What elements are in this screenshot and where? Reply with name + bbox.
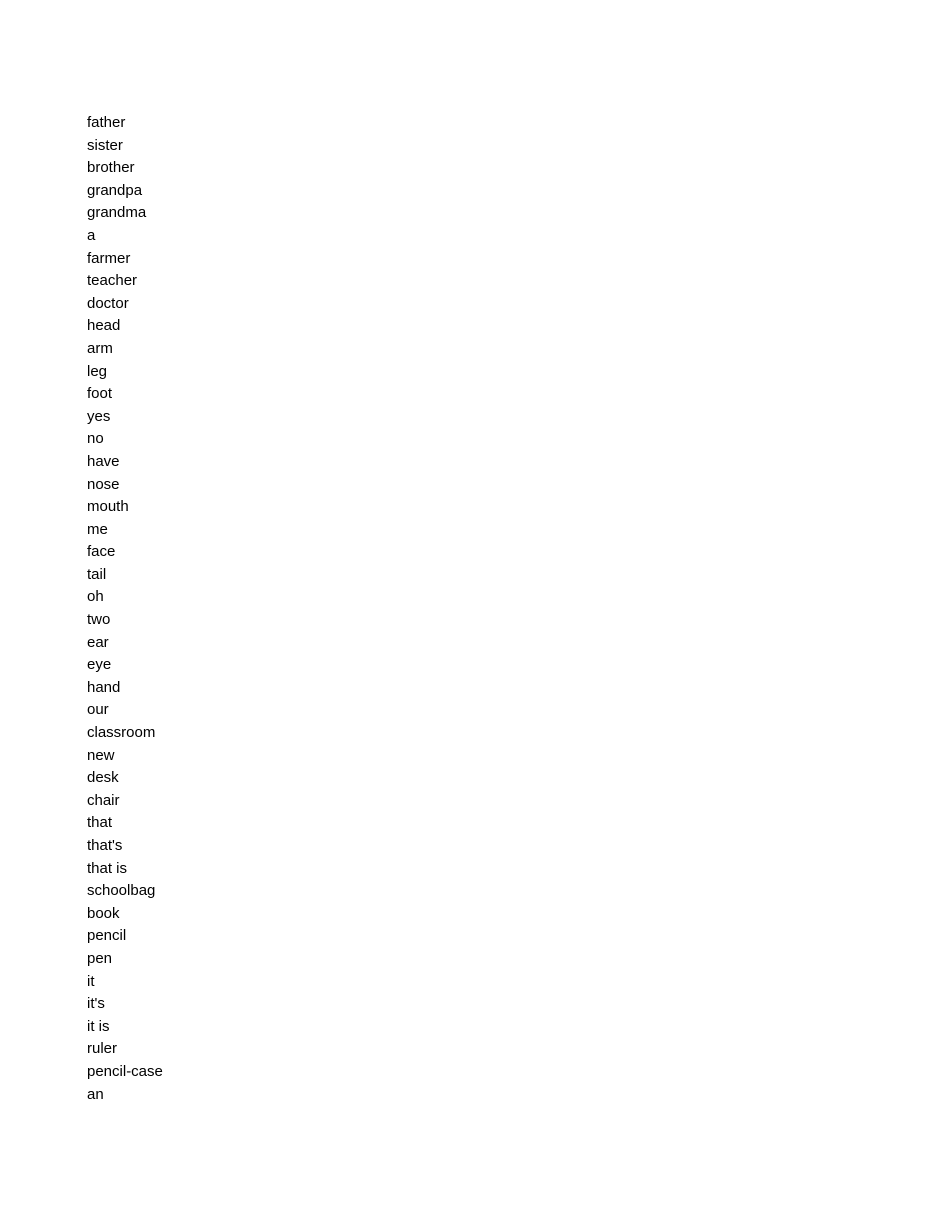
list-item: foot (87, 385, 113, 403)
list-item: desk (87, 769, 119, 787)
list-item: that's (87, 837, 123, 854)
list-item: have (87, 452, 120, 470)
list-item: no (87, 430, 104, 448)
list-item: father (87, 114, 126, 131)
list-item: ruler (87, 1040, 118, 1058)
list-item: that is (87, 859, 128, 877)
list-item: face (87, 543, 116, 561)
list-item: pencil-case (87, 1062, 163, 1080)
list-item: ear (87, 633, 109, 651)
list-item: tail (87, 565, 107, 583)
list-item: book (87, 904, 120, 922)
list-item: doctor (87, 294, 129, 312)
list-item: two (87, 611, 111, 629)
list-item: oh (87, 588, 104, 606)
list-item: teacher (87, 272, 138, 290)
list-item: leg (87, 362, 108, 380)
list-item: nose (87, 475, 120, 493)
list-item: schoolbag (87, 882, 156, 900)
list-item: pencil (87, 927, 127, 945)
list-item: new (87, 746, 115, 764)
list-item: sister (87, 136, 123, 154)
list-item: it (87, 972, 95, 990)
list-item: farmer (87, 249, 131, 267)
list-item: brother (87, 159, 135, 177)
list-item: yes (87, 407, 111, 425)
list-item: that (87, 814, 113, 832)
list-item: chair (87, 791, 120, 809)
list-item: mouth (87, 498, 129, 516)
list-item: arm (87, 339, 113, 357)
list-item: hand (87, 678, 121, 696)
list-item: an (87, 1085, 104, 1103)
list-item: eye (87, 656, 112, 674)
list-item: a (87, 226, 96, 244)
list-item: grandpa (87, 181, 143, 199)
list-item: me (87, 520, 108, 538)
list-item: head (87, 317, 121, 335)
list-item: our (87, 701, 109, 719)
list-item: it's (87, 995, 105, 1013)
list-item: classroom (87, 724, 156, 742)
vocabulary-list (87, 112, 163, 1106)
list-item: pen (87, 949, 113, 967)
list-item: it is (87, 1017, 110, 1035)
list-item: grandma (87, 204, 147, 222)
